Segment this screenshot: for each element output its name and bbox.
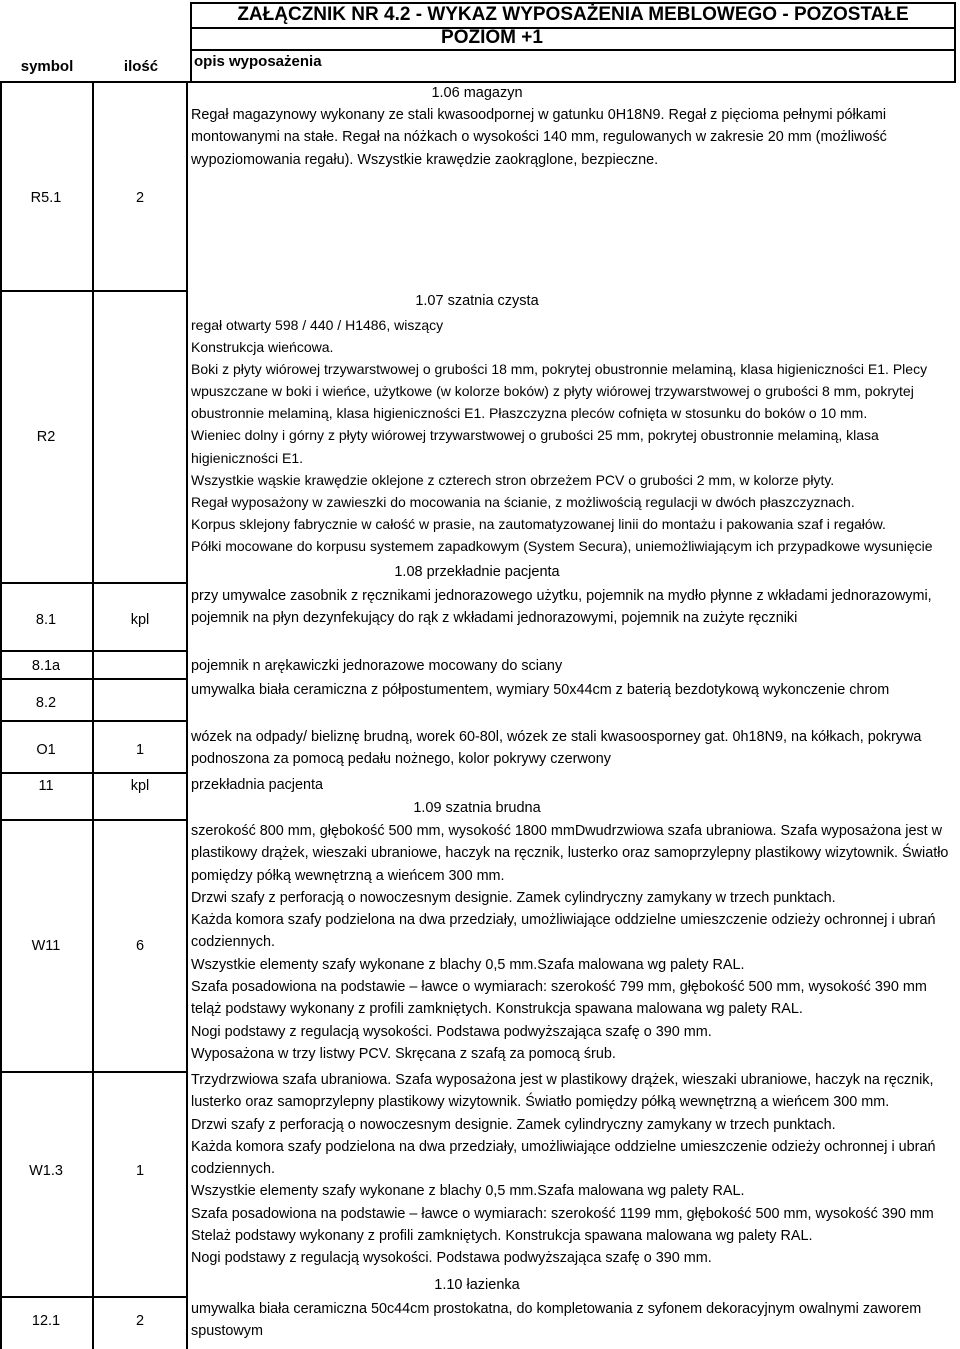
row-divider-r2 — [0, 290, 188, 292]
desc-line: szerokość 800 mm, głębokość 500 mm, wysokość 1800 mmDwudrzwiowa szafa ubraniowa. Szafa wyposażona jest w — [191, 823, 943, 839]
desc-line: wpuszczane w boki i wieńce, użytkowe (w kolorze boków) z płyty wiórowej trzywarstwowej o grubości 8 mm, pokrytej — [191, 383, 914, 400]
desc-line: plastikowy drążek, wieszaki ubraniowe, haczyk na ręcznik, lusterko oraz samoprzylepny plastikowy wizytownik. Światło — [191, 845, 949, 862]
desc-line: codziennych. — [191, 1161, 275, 1178]
row-divider-11 — [0, 772, 188, 774]
desc-line: Boki z płyty wiórowej trzywarstwowej o grubości 18 mm, pokrytej obustronnie melaminą, klasa higieniczności E1. Plecy — [191, 361, 928, 378]
desc-line: pomiędzy półką wewnętrzną a wieńcem 300 mm. — [191, 867, 505, 884]
row-divider-121 — [0, 1296, 188, 1298]
desc-line: lusterko oraz samoprzylepny plastikowy wizytownik. Światło pomiędzy półką wewnętrzną a wieńcem 300 mm. — [191, 1094, 890, 1111]
section-heading-109: 1.09 szatnia brudna — [413, 800, 541, 816]
desc-line: Wszystkie wąskie krawędzie oklejone z czterech stron obrzeżem PCV o grubości 2 mm, w kolorze płyty. — [191, 471, 835, 488]
row-symbol-w11: W11 — [31, 938, 61, 954]
desc-line: Drzwi szafy z perforacją o nowoczesnym designie. Zamek cylindryczny zamykany w trzech punktach. — [191, 1116, 836, 1133]
row-desc-r51 — [191, 104, 887, 171]
row-symbol-o1: O1 — [36, 742, 56, 758]
desc-line: montowanymi na stałe. Regał na nóżkach o wysokości 140 mm, regulowanych w zakresie 20 mm (możliwość — [191, 129, 887, 146]
col-header-symbol: symbol — [20, 58, 74, 75]
row-symbol-81: 8.1 — [35, 612, 57, 628]
desc-line: Wszystkie elementy szafy wykonane z blachy 0,5 mm.Szafa malowana wg palety RAL. — [191, 1183, 745, 1200]
desc-line: codziennych. — [191, 934, 275, 951]
desc-line: obustronnie melaminą, klasa higieniczności E1. Płaszczyzna pleców cofnięta w stosunku do boków o 10 mm. — [191, 405, 868, 422]
desc-line: pojemnik na płyn dezynfekujący do rąk z wkładami jednorazowymi, pojemnik na zużyte ręczniki — [191, 610, 798, 627]
row-divider-o1 — [0, 720, 188, 722]
desc-line: Szafa posadowiona na podstawie – ławce o wymiarach: szerokość 1199 mm, głębokość 500 mm, wysokość 390 mm — [191, 1205, 934, 1222]
desc-line: teląż podstawy wykonany z profili zamkniętych. Konstrukcja spawana malowana wg palety RAL. — [191, 1001, 803, 1018]
col-header-desc: opis wyposażenia — [194, 53, 322, 70]
row-divider-82 — [0, 678, 188, 680]
desc-line: Wieniec dolny i górny z płyty wiórowej trzywarstwowej o grubości 25 mm, pokrytej obustronnie melaminą, klasa — [191, 427, 879, 444]
row-symbol-w13: W1.3 — [29, 1163, 63, 1179]
row-symbol-81a: 8.1a — [31, 658, 61, 674]
desc-line: umywalka biała ceramiczna 50c44cm prostokatna, do kompletowania z syfonem dekoracyjnym owalnymi zaworem — [191, 1301, 922, 1317]
row-qty-w11: 6 — [135, 938, 145, 954]
row-desc-82 — [191, 679, 889, 701]
desc-line: Każda komora szafy podzielona na dwa przedziały, umożliwiające oddzielne umieszczenie odzieży ochronnej i ubrań — [191, 1138, 936, 1155]
desc-line: Wyposażona w trzy listwy PCV. Skręcana z szafą za pomocą śrub. — [191, 1045, 616, 1062]
row-desc-81a — [191, 655, 562, 677]
row-desc-o1 — [191, 726, 921, 771]
desc-line: Regał magazynowy wykonany ze stali kwasoodpornej w gatunku 0H18N9. Regał z pięcioma pełnymi półkami — [191, 107, 887, 123]
desc-line: umywalka biała ceramiczna z półpostumentem, wymiary 50x44cm z baterią bezdotykową wykonczenie chrom — [191, 682, 890, 698]
col-header-qty: ilość — [123, 58, 159, 75]
desc-line: Trzydrzwiowa szafa ubraniowa. Szafa wyposażona jest w plastikowy drążek, wieszaki ubraniowe, haczyk na ręcznik, — [191, 1072, 934, 1088]
row-desc-r2 — [191, 314, 933, 557]
col-divider-2 — [186, 81, 188, 1349]
row-qty-w13: 1 — [135, 1163, 145, 1179]
row-symbol-11: 11 — [38, 778, 54, 794]
section-heading-108: 1.08 przekładnie pacjenta — [394, 564, 560, 580]
row-symbol-121: 12.1 — [31, 1313, 61, 1329]
desc-line: spustowym — [191, 1323, 263, 1340]
desc-line: Drzwi szafy z perforacją o nowoczesnym designie. Zamek cylindryczny zamykany w trzech punktach. — [191, 889, 836, 906]
row-desc-w13 — [191, 1069, 935, 1270]
col-left-border — [0, 81, 2, 1349]
desc-line: Nogi podstawy z regulacją wysokości. Podstawa podwyższająca szafę o 390 mm. — [191, 1023, 712, 1040]
section-heading-107: 1.07 szatnia czysta — [415, 293, 539, 309]
desc-line: higieniczności E1. — [191, 449, 304, 466]
row-divider-81a — [0, 650, 188, 652]
section-heading-110: 1.10 łazienka — [434, 1277, 520, 1293]
desc-line: Wszystkie elementy szafy wykonane z blachy 0,5 mm.Szafa malowana wg palety RAL. — [191, 956, 745, 973]
row-qty-121: 2 — [135, 1313, 145, 1329]
document-title: ZAŁĄCZNIK NR 4.2 - WYKAZ WYPOSAŻENIA MEBLOWEGO - POZOSTAŁE — [237, 4, 909, 25]
row-desc-121 — [191, 1298, 921, 1343]
row-symbol-r2: R2 — [36, 429, 56, 445]
row-divider-w13 — [0, 1071, 188, 1073]
desc-line: Stelaż podstawy wykonany z profili zamkniętych. Konstrukcja spawana malowana wg palety RAL. — [191, 1228, 813, 1245]
desc-line: Korpus sklejony fabrycznie w całość w prasie, na zautomatyzowanej linii do montażu i pakowania szaf i regałów. — [191, 515, 886, 532]
row-qty-11: kpl — [130, 778, 150, 794]
desc-line: wypoziomowania regału). Wszystkie krawędzie zaokrąglone, bezpieczne. — [191, 151, 659, 168]
row-symbol-r51: R5.1 — [30, 190, 62, 206]
row-desc-w11 — [191, 820, 948, 1065]
col-divider-1 — [92, 81, 94, 1349]
desc-line: przy umywalce zasobnik z ręcznikami jednorazowego użytku, pojemnik na mydło płynne z wkładami jednorazowymi, — [191, 588, 932, 604]
desc-line: Regał wyposażony w zawieszki do mocowania na ścianie, z możliwością regulacji w dwóch płaszczyznach. — [191, 493, 855, 510]
desc-line: podnoszona za pomocą pedału nożnego, kolor pokrywy czerwony — [191, 751, 611, 768]
desc-line: Nogi podstawy z regulacją wysokości. Podstawa podwyższająca szafę o 390 mm. — [191, 1250, 712, 1267]
header-right-border — [954, 2, 956, 82]
desc-line: Szafa posadowiona na podstawie – ławce o wymiarach: szerokość 799 mm, głębokość 500 mm, wysokość 390 mm — [191, 979, 927, 996]
desc-line: regał otwarty 598 / 440 / H1486, wiszący — [191, 317, 444, 333]
document-subtitle: POZIOM +1 — [441, 27, 543, 48]
desc-line: pojemnik n arękawiczki jednorazowe mocowany do sciany — [191, 658, 563, 674]
row-qty-r51: 2 — [135, 190, 145, 206]
row-divider-w11 — [0, 819, 188, 821]
row-desc-81 — [191, 585, 932, 630]
row-desc-11 — [191, 774, 323, 796]
section-heading-106: 1.06 magazyn — [431, 85, 523, 101]
desc-line: Konstrukcja wieńcowa. — [191, 339, 334, 356]
desc-line: wózek na odpady/ bieliznę brudną, worek 60-80l, wózek ze stali kwasoosporney gat. 0h18N9, na kółkach, pokrywa — [191, 729, 922, 745]
desc-line: Każda komora szafy podzielona na dwa przedziały, umożliwiające oddzielne umieszczenie odzieży ochronnej i ubrań — [191, 912, 936, 929]
row-qty-o1: 1 — [135, 742, 145, 758]
row-qty-81: kpl — [130, 612, 150, 628]
desc-line: przekładnia pacjenta — [191, 777, 324, 793]
row-divider-81 — [0, 582, 188, 584]
desc-line: Półki mocowane do korpusu systemem zapadkowym (System Secura), uniemożliwiającym ich przypadkowe wysunięcie — [191, 537, 933, 554]
row-symbol-82: 8.2 — [35, 695, 57, 711]
